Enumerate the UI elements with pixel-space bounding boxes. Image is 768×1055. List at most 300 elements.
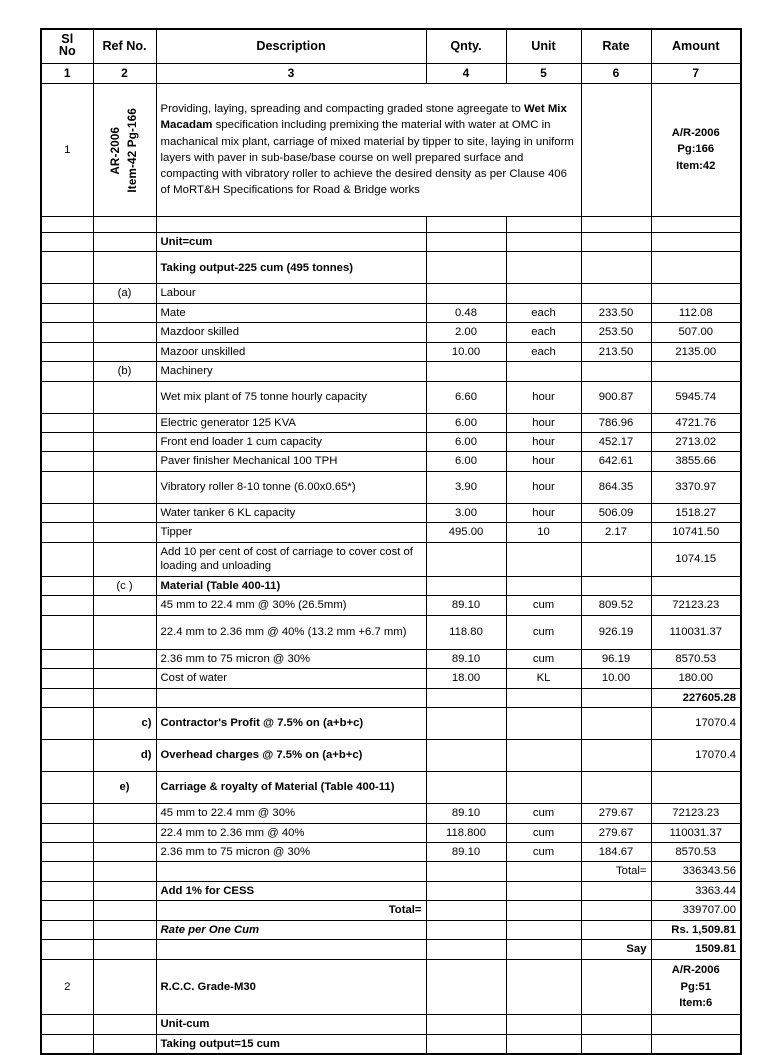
overhead-label: Overhead charges @ 7.5% on (a+b+c): [156, 740, 426, 772]
total1-desc: [156, 862, 426, 881]
row-sl: [41, 323, 93, 342]
item-2-unit-row-sl: [41, 1015, 93, 1034]
cess-qnty: [426, 881, 506, 900]
table-row: [41, 452, 741, 471]
say-unit: [506, 940, 581, 959]
row-ref: [93, 471, 156, 503]
output-row-qnty: [426, 252, 506, 284]
row-sl: [41, 615, 93, 649]
material-header-qnty: [426, 576, 506, 595]
row-sl: [41, 542, 93, 576]
row-rate: 10.00: [581, 669, 651, 688]
labour-section-title: Labour: [156, 284, 426, 303]
table-header-row: [41, 29, 741, 63]
contractor-profit-row: [41, 708, 741, 740]
item-2-qnty: [426, 959, 506, 1014]
row-qnty: 6.00: [426, 452, 506, 471]
rate-per-cum-sl: [41, 920, 93, 939]
row-description: Mazdoor skilled: [156, 323, 426, 342]
table-row: [41, 323, 741, 342]
row-rate: 184.67: [581, 843, 651, 862]
row-sl: [41, 452, 93, 471]
row-rate: 213.50: [581, 342, 651, 361]
row-amount: 2713.02: [651, 433, 741, 452]
row-ref: [93, 381, 156, 413]
row-description: Electric generator 125 KVA: [156, 413, 426, 432]
row-qnty: 6.00: [426, 433, 506, 452]
profit-code: c): [93, 708, 156, 740]
row-sl: [41, 804, 93, 823]
table-row: [41, 542, 741, 576]
output-row-unit: [506, 252, 581, 284]
row-sl: [41, 303, 93, 322]
item-2-description: R.C.C. Grade-M30: [156, 959, 426, 1014]
row-sl: [41, 649, 93, 668]
profit-rate: [581, 708, 651, 740]
rate-analysis-table: [40, 28, 742, 1055]
row-ref: [93, 523, 156, 542]
item-1-sl-no: 1: [41, 83, 93, 216]
carriage-header-qnty: [426, 772, 506, 804]
overhead-qnty: [426, 740, 506, 772]
row-unit: 10: [506, 523, 581, 542]
row-amount: 8570.53: [651, 649, 741, 668]
item-1-ref-line2: Item-42 Pg-166: [125, 107, 139, 193]
unit-row-amount: [651, 232, 741, 251]
row-unit: hour: [506, 381, 581, 413]
labour-header-sl: [41, 284, 93, 303]
row-qnty: 0.48: [426, 303, 506, 322]
item-1-unit-row: [41, 232, 741, 251]
carriage-section-title: Carriage & royalty of Material (Table 400-11): [156, 772, 426, 804]
row-ref: [93, 804, 156, 823]
total1-sl: [41, 862, 93, 881]
row-description: 22.4 mm to 2.36 mm @ 40%: [156, 823, 426, 842]
unit-row-sl: [41, 232, 93, 251]
column-header-amount: Amount: [651, 29, 741, 63]
item-1-unit-label: Unit=cum: [156, 232, 426, 251]
total1-ref: [93, 862, 156, 881]
overhead-sl: [41, 740, 93, 772]
cess-ref: [93, 881, 156, 900]
item-1-amount-ref-line2: Pg:166: [677, 143, 715, 156]
row-amount: 4721.76: [651, 413, 741, 432]
row-unit: hour: [506, 503, 581, 522]
row-sl: [41, 669, 93, 688]
rate-per-cum-ref: [93, 920, 156, 939]
row-qnty: 18.00: [426, 669, 506, 688]
overhead-amount: 17070.4: [651, 740, 741, 772]
row-rate: 233.50: [581, 303, 651, 322]
row-amount: 5945.74: [651, 381, 741, 413]
total2-label: Total=: [156, 901, 426, 920]
table-row: [41, 303, 741, 322]
item-2-output-row-ref: [93, 1034, 156, 1054]
table-row: [41, 342, 741, 361]
row-unit: cum: [506, 843, 581, 862]
row-unit: each: [506, 323, 581, 342]
carriage-header-unit: [506, 772, 581, 804]
row-ref: [93, 323, 156, 342]
row-ref: [93, 303, 156, 322]
item-1-amount-ref: [651, 83, 741, 216]
total1-qnty: [426, 862, 506, 881]
row-amount: 72123.23: [651, 596, 741, 615]
rate-per-cum-row: [41, 920, 741, 939]
item-2-output-row-sl: [41, 1034, 93, 1054]
item-2-unit-row-unit: [506, 1015, 581, 1034]
item-2-output-row-rate: [581, 1034, 651, 1054]
labour-section-header-row: [41, 284, 741, 303]
material-section-header-row: [41, 576, 741, 595]
item-2-sl-no: 2: [41, 959, 93, 1014]
carriage-header-sl: [41, 772, 93, 804]
row-unit: cum: [506, 649, 581, 668]
item-2-output-row: [41, 1034, 741, 1054]
row-sl: [41, 413, 93, 432]
row-qnty: 3.00: [426, 503, 506, 522]
item-2-amount-ref: [651, 959, 741, 1014]
row-ref: [93, 342, 156, 361]
machinery-header-sl: [41, 362, 93, 381]
item-2-output-row-amount: [651, 1034, 741, 1054]
material-subtotal-amount: 227605.28: [651, 688, 741, 707]
output-row-sl: [41, 252, 93, 284]
item-1-amount-ref-line3: Item:42: [676, 160, 716, 173]
row-qnty: [426, 542, 506, 576]
column-number-6: 6: [581, 63, 651, 83]
item-2-output-row-unit: [506, 1034, 581, 1054]
row-rate: 279.67: [581, 823, 651, 842]
item-2-unit-row-amount: [651, 1015, 741, 1034]
total2-sl: [41, 901, 93, 920]
row-rate: 642.61: [581, 452, 651, 471]
item-1-ref-no: [93, 83, 156, 216]
row-amount: 507.00: [651, 323, 741, 342]
unit-row-rate: [581, 232, 651, 251]
spacer-desc: [156, 216, 426, 232]
machinery-header-qnty: [426, 362, 506, 381]
column-header-qnty: Qnty.: [426, 29, 506, 63]
item-2-amount-ref-line2: Pg:51: [680, 980, 711, 993]
total2-amount: 339707.00: [651, 901, 741, 920]
row-ref: [93, 823, 156, 842]
row-sl: [41, 433, 93, 452]
item-1-ref-line1: AR-2006: [108, 125, 122, 174]
row-amount: 3370.97: [651, 471, 741, 503]
item-1-desc-bold: Wet Mix Macadam: [160, 103, 567, 132]
overhead-charges-row: [41, 740, 741, 772]
item-2-unit-row-qnty: [426, 1015, 506, 1034]
column-number-7: 7: [651, 63, 741, 83]
overhead-unit: [506, 740, 581, 772]
say-qnty: [426, 940, 506, 959]
labour-section-code: (a): [93, 284, 156, 303]
row-qnty: 10.00: [426, 342, 506, 361]
row-amount: 10741.50: [651, 523, 741, 542]
table-row: [41, 823, 741, 842]
item-1-description: [156, 83, 581, 216]
row-qnty: 2.00: [426, 323, 506, 342]
table-row: [41, 471, 741, 503]
row-amount: 110031.37: [651, 615, 741, 649]
rate-per-cum-amount: Rs. 1,509.81: [651, 920, 741, 939]
subtotal-desc: [156, 688, 426, 707]
table-row: [41, 843, 741, 862]
header-sl-line1: Sl: [61, 32, 74, 47]
table-row: [41, 381, 741, 413]
column-header-description: Description: [156, 29, 426, 63]
row-description: Mate: [156, 303, 426, 322]
item-2-amount-ref-line1: A/R-2006: [671, 963, 720, 976]
material-section-code: (c ): [93, 576, 156, 595]
table-row: [41, 523, 741, 542]
row-sl: [41, 503, 93, 522]
row-sl: [41, 823, 93, 842]
row-amount: 1518.27: [651, 503, 741, 522]
row-sl: [41, 381, 93, 413]
material-section-title: Material (Table 400-11): [156, 576, 426, 595]
total1-label: Total=: [581, 862, 651, 881]
column-number-4: 4: [426, 63, 506, 83]
cess-label: Add 1% for CESS: [156, 881, 426, 900]
row-description: Mazoor unskilled: [156, 342, 426, 361]
total1-amount: 336343.56: [651, 862, 741, 881]
output-row-amount: [651, 252, 741, 284]
row-ref: [93, 615, 156, 649]
material-header-amount: [651, 576, 741, 595]
profit-sl: [41, 708, 93, 740]
row-rate: 452.17: [581, 433, 651, 452]
labour-header-unit: [506, 284, 581, 303]
row-sl: [41, 342, 93, 361]
item-1-main-row: [41, 83, 741, 216]
spacer-rate: [581, 216, 651, 232]
row-sl: [41, 471, 93, 503]
carriage-section-code: e): [93, 772, 156, 804]
subtotal-rate: [581, 688, 651, 707]
machinery-section-code: (b): [93, 362, 156, 381]
item-2-unit-row-rate: [581, 1015, 651, 1034]
row-unit: each: [506, 303, 581, 322]
output-row-ref: [93, 252, 156, 284]
grand-total-1-row: [41, 862, 741, 881]
table-row: [41, 649, 741, 668]
say-sl: [41, 940, 93, 959]
row-rate: 279.67: [581, 804, 651, 823]
total2-ref: [93, 901, 156, 920]
unit-row-ref: [93, 232, 156, 251]
row-description: Wet mix plant of 75 tonne hourly capacity: [156, 381, 426, 413]
row-qnty: 89.10: [426, 804, 506, 823]
subtotal-unit: [506, 688, 581, 707]
row-rate: [581, 542, 651, 576]
row-unit: cum: [506, 596, 581, 615]
row-description: Tipper: [156, 523, 426, 542]
row-description: 2.36 mm to 75 micron @ 30%: [156, 649, 426, 668]
spacer-unit: [506, 216, 581, 232]
row-unit: hour: [506, 433, 581, 452]
item-1-ref-rotated-text: [108, 108, 142, 193]
row-qnty: 495.00: [426, 523, 506, 542]
row-unit: each: [506, 342, 581, 361]
row-qnty: 89.10: [426, 843, 506, 862]
spacer-sl: [41, 216, 93, 232]
item-1-desc-part2: specification including premixing the material with water at OMC in machanical mix plant, carriage of mixed material by tipper to site, laying in uniform layers with paver in sub-base/base course on well prepared surface and compacting with vibratory roller to achieve the desired density as per Clause 406 of MoRT&H Specifications for Road & Bridge works: [160, 119, 574, 197]
row-rate: 900.87: [581, 381, 651, 413]
item-2-output-label: Taking output=15 cum: [156, 1034, 426, 1054]
row-ref: [93, 503, 156, 522]
row-amount: 8570.53: [651, 843, 741, 862]
row-rate: 506.09: [581, 503, 651, 522]
item-2-unit: [506, 959, 581, 1014]
row-unit: KL: [506, 669, 581, 688]
labour-header-amount: [651, 284, 741, 303]
row-qnty: 3.90: [426, 471, 506, 503]
row-description: Paver finisher Mechanical 100 TPH: [156, 452, 426, 471]
row-amount: 1074.15: [651, 542, 741, 576]
row-sl: [41, 523, 93, 542]
row-unit: hour: [506, 413, 581, 432]
row-unit: hour: [506, 471, 581, 503]
material-header-rate: [581, 576, 651, 595]
row-qnty: 6.60: [426, 381, 506, 413]
machinery-header-rate: [581, 362, 651, 381]
output-row-rate: [581, 252, 651, 284]
unit-row-qnty: [426, 232, 506, 251]
row-sl: [41, 596, 93, 615]
row-ref: [93, 433, 156, 452]
say-row: [41, 940, 741, 959]
column-number-5: 5: [506, 63, 581, 83]
row-unit: [506, 542, 581, 576]
total1-unit: [506, 862, 581, 881]
material-subtotal-row: [41, 688, 741, 707]
profit-unit: [506, 708, 581, 740]
table-row: [41, 669, 741, 688]
labour-header-qnty: [426, 284, 506, 303]
table-row: [41, 804, 741, 823]
row-unit: cum: [506, 804, 581, 823]
carriage-header-rate: [581, 772, 651, 804]
row-ref: [93, 669, 156, 688]
row-qnty: 118.80: [426, 615, 506, 649]
cess-amount: 3363.44: [651, 881, 741, 900]
row-ref: [93, 542, 156, 576]
item-2-unit-row: [41, 1015, 741, 1034]
row-ref: [93, 452, 156, 471]
grand-total-2-row: [41, 901, 741, 920]
row-description: Cost of water: [156, 669, 426, 688]
row-description: Water tanker 6 KL capacity: [156, 503, 426, 522]
row-qnty: 89.10: [426, 596, 506, 615]
cess-row: [41, 881, 741, 900]
machinery-header-unit: [506, 362, 581, 381]
cess-unit: [506, 881, 581, 900]
row-rate: 786.96: [581, 413, 651, 432]
item-2-output-row-qnty: [426, 1034, 506, 1054]
header-sl-line2: No: [58, 44, 76, 59]
item-2-unit-row-ref: [93, 1015, 156, 1034]
machinery-section-title: Machinery: [156, 362, 426, 381]
say-amount: 1509.81: [651, 940, 741, 959]
carriage-section-header-row: [41, 772, 741, 804]
total2-qnty: [426, 901, 506, 920]
carriage-header-amount: [651, 772, 741, 804]
rate-per-cum-rate: [581, 920, 651, 939]
table-row: [41, 503, 741, 522]
table-row: [41, 433, 741, 452]
row-unit: hour: [506, 452, 581, 471]
table-row: [41, 413, 741, 432]
item-1-desc-part1: Providing, laying, spreading and compacting graded stone agreegate to: [160, 103, 524, 116]
subtotal-sl: [41, 688, 93, 707]
item-1-rate-blank: [581, 83, 651, 216]
say-ref: [93, 940, 156, 959]
row-rate: 809.52: [581, 596, 651, 615]
item-2-ref-no: [93, 959, 156, 1014]
row-rate: 253.50: [581, 323, 651, 342]
column-number-row: [41, 63, 741, 83]
row-ref: [93, 413, 156, 432]
row-ref: [93, 843, 156, 862]
item-2-rate: [581, 959, 651, 1014]
spacer-row: [41, 216, 741, 232]
rate-per-cum-label: Rate per One Cum: [156, 920, 426, 939]
column-header-rate: Rate: [581, 29, 651, 63]
row-qnty: 118.800: [426, 823, 506, 842]
item-1-output-label: Taking output-225 cum (495 tonnes): [156, 252, 426, 284]
row-qnty: 6.00: [426, 413, 506, 432]
table-row: [41, 596, 741, 615]
row-amount: 72123.23: [651, 804, 741, 823]
row-unit: cum: [506, 823, 581, 842]
row-amount: 2135.00: [651, 342, 741, 361]
subtotal-qnty: [426, 688, 506, 707]
column-number-2: 2: [93, 63, 156, 83]
overhead-rate: [581, 740, 651, 772]
row-ref: [93, 649, 156, 668]
spacer-qnty: [426, 216, 506, 232]
row-rate: 96.19: [581, 649, 651, 668]
machinery-section-header-row: [41, 362, 741, 381]
row-description: 45 mm to 22.4 mm @ 30%: [156, 804, 426, 823]
row-rate: 2.17: [581, 523, 651, 542]
overhead-code: d): [93, 740, 156, 772]
row-description: 2.36 mm to 75 micron @ 30%: [156, 843, 426, 862]
row-amount: 180.00: [651, 669, 741, 688]
row-amount: 3855.66: [651, 452, 741, 471]
item-2-unit-label: Unit-cum: [156, 1015, 426, 1034]
say-label: Say: [581, 940, 651, 959]
spacer-ref: [93, 216, 156, 232]
cess-rate: [581, 881, 651, 900]
table-row: [41, 615, 741, 649]
row-sl: [41, 843, 93, 862]
rate-per-cum-qnty: [426, 920, 506, 939]
total2-rate: [581, 901, 651, 920]
row-description: Vibratory roller 8-10 tonne (6.00x0.65*): [156, 471, 426, 503]
rate-per-cum-unit: [506, 920, 581, 939]
row-qnty: 89.10: [426, 649, 506, 668]
unit-row-unit: [506, 232, 581, 251]
spacer-amount: [651, 216, 741, 232]
material-header-unit: [506, 576, 581, 595]
item-1-output-row: [41, 252, 741, 284]
row-rate: 926.19: [581, 615, 651, 649]
column-number-3: 3: [156, 63, 426, 83]
item-2-main-row: [41, 959, 741, 1014]
